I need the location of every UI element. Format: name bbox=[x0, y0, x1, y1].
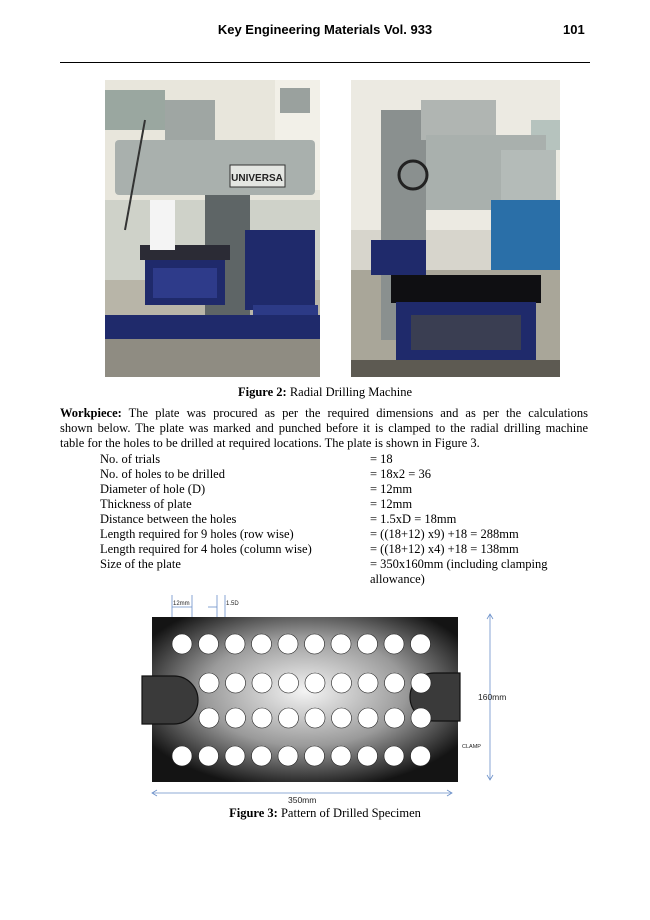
drilled-hole bbox=[252, 673, 272, 693]
journal-title: Key Engineering Materials Vol. 933 bbox=[217, 22, 433, 37]
drilled-hole bbox=[358, 708, 378, 728]
drilled-hole bbox=[199, 634, 219, 654]
dim-height-label: 160mm bbox=[478, 692, 507, 702]
spec-value-distance: = 1.5xD = 18mm bbox=[370, 512, 457, 526]
drilled-hole bbox=[331, 634, 351, 654]
drilled-hole bbox=[305, 708, 325, 728]
drilled-hole bbox=[385, 673, 405, 693]
figure-2-label: Figure 2: bbox=[237, 385, 287, 399]
machine-illustration-right bbox=[351, 80, 560, 377]
clamp-label: CLAMP bbox=[462, 744, 481, 750]
header-rule bbox=[60, 62, 590, 63]
drilled-hole bbox=[278, 634, 298, 654]
spec-label-holes: No. of holes to be drilled bbox=[100, 467, 225, 481]
spec-label-trials: No. of trials bbox=[100, 452, 161, 466]
drilled-hole bbox=[411, 708, 431, 728]
drilled-hole bbox=[385, 708, 405, 728]
drilled-specimen-diagram bbox=[130, 590, 530, 805]
drilled-hole bbox=[278, 746, 298, 766]
spec-label-thickness: Thickness of plate bbox=[100, 497, 192, 511]
spec-value-column-length: = ((18+12) x4) +18 = 138mm bbox=[370, 542, 519, 556]
spec-value-plate-size-cont: allowance) bbox=[370, 572, 425, 586]
drilled-hole bbox=[358, 634, 378, 654]
page-number: 101 bbox=[563, 22, 585, 37]
drilled-hole bbox=[172, 634, 192, 654]
workpiece-line-1-text: The plate was procured as per the required dimensions and as per the calculations bbox=[128, 406, 589, 420]
spec-label-column-length: Length required for 4 holes (column wise) bbox=[100, 542, 312, 556]
drilled-hole bbox=[411, 673, 431, 693]
spec-value-thickness: = 12mm bbox=[370, 497, 413, 511]
spec-label-row-length: Length required for 9 holes (row wise) bbox=[100, 527, 294, 541]
workpiece-line-3: table for the holes to be drilled at required locations. The plate is shown in Figure 3. bbox=[60, 436, 480, 450]
spec-value-plate-size: = 350x160mm (including clamping bbox=[370, 557, 548, 571]
drilled-hole bbox=[411, 746, 431, 766]
drilled-hole bbox=[252, 746, 272, 766]
drilled-hole bbox=[226, 673, 246, 693]
figure-2-caption bbox=[0, 385, 650, 400]
drilled-hole bbox=[332, 673, 352, 693]
workpiece-heading: Workpiece: bbox=[60, 406, 122, 420]
figure-3-label: Figure 3: bbox=[229, 806, 278, 820]
workpiece-line-1 bbox=[60, 406, 588, 421]
spec-label-plate-size: Size of the plate bbox=[100, 557, 181, 571]
drilled-hole bbox=[225, 634, 245, 654]
spec-label-diameter: Diameter of hole (D) bbox=[100, 482, 206, 496]
drilled-hole bbox=[305, 634, 325, 654]
drilled-hole bbox=[252, 708, 272, 728]
drilled-hole bbox=[384, 634, 404, 654]
radial-drilling-machine-photo-right bbox=[351, 80, 560, 377]
drilled-hole bbox=[226, 708, 246, 728]
dim-width-label: 350mm bbox=[288, 795, 317, 805]
drilled-hole bbox=[172, 746, 192, 766]
spec-value-diameter: = 12mm bbox=[370, 482, 413, 496]
spec-value-holes: = 18x2 = 36 bbox=[370, 467, 431, 481]
drilled-hole bbox=[411, 634, 431, 654]
drilled-hole bbox=[225, 746, 245, 766]
drilled-hole bbox=[384, 746, 404, 766]
drilled-hole bbox=[199, 708, 219, 728]
dim-hole-label: 12mm bbox=[173, 601, 190, 607]
drilled-hole bbox=[305, 746, 325, 766]
spec-label-distance: Distance between the holes bbox=[100, 512, 237, 526]
machine-brand-text: UNIVERSA bbox=[231, 173, 283, 184]
drilled-hole bbox=[358, 673, 378, 693]
drilled-hole bbox=[199, 746, 219, 766]
drilled-hole bbox=[358, 746, 378, 766]
spec-value-trials: = 18 bbox=[370, 452, 393, 466]
drilled-hole bbox=[199, 673, 219, 693]
figure-2-caption-text: Radial Drilling Machine bbox=[289, 385, 413, 399]
drilled-hole bbox=[332, 708, 352, 728]
clamp-left bbox=[142, 676, 198, 724]
dim-spacing-label: 1.5D bbox=[226, 601, 239, 607]
drilled-hole bbox=[331, 746, 351, 766]
drilled-hole bbox=[252, 634, 272, 654]
workpiece-line-2: shown below. The plate was marked and punched before it is clamped to the radial drilling machine bbox=[60, 421, 588, 435]
drilled-hole bbox=[305, 673, 325, 693]
spec-value-row-length: = ((18+12) x9) +18 = 288mm bbox=[370, 527, 519, 541]
workpiece-paragraph bbox=[60, 406, 588, 451]
radial-drilling-machine-photo-left bbox=[105, 80, 320, 377]
figure-3-caption bbox=[0, 806, 650, 821]
drilled-hole bbox=[279, 673, 299, 693]
machine-illustration-left bbox=[105, 80, 320, 377]
drilled-hole bbox=[279, 708, 299, 728]
figure-3-caption-text: Pattern of Drilled Specimen bbox=[280, 806, 421, 820]
